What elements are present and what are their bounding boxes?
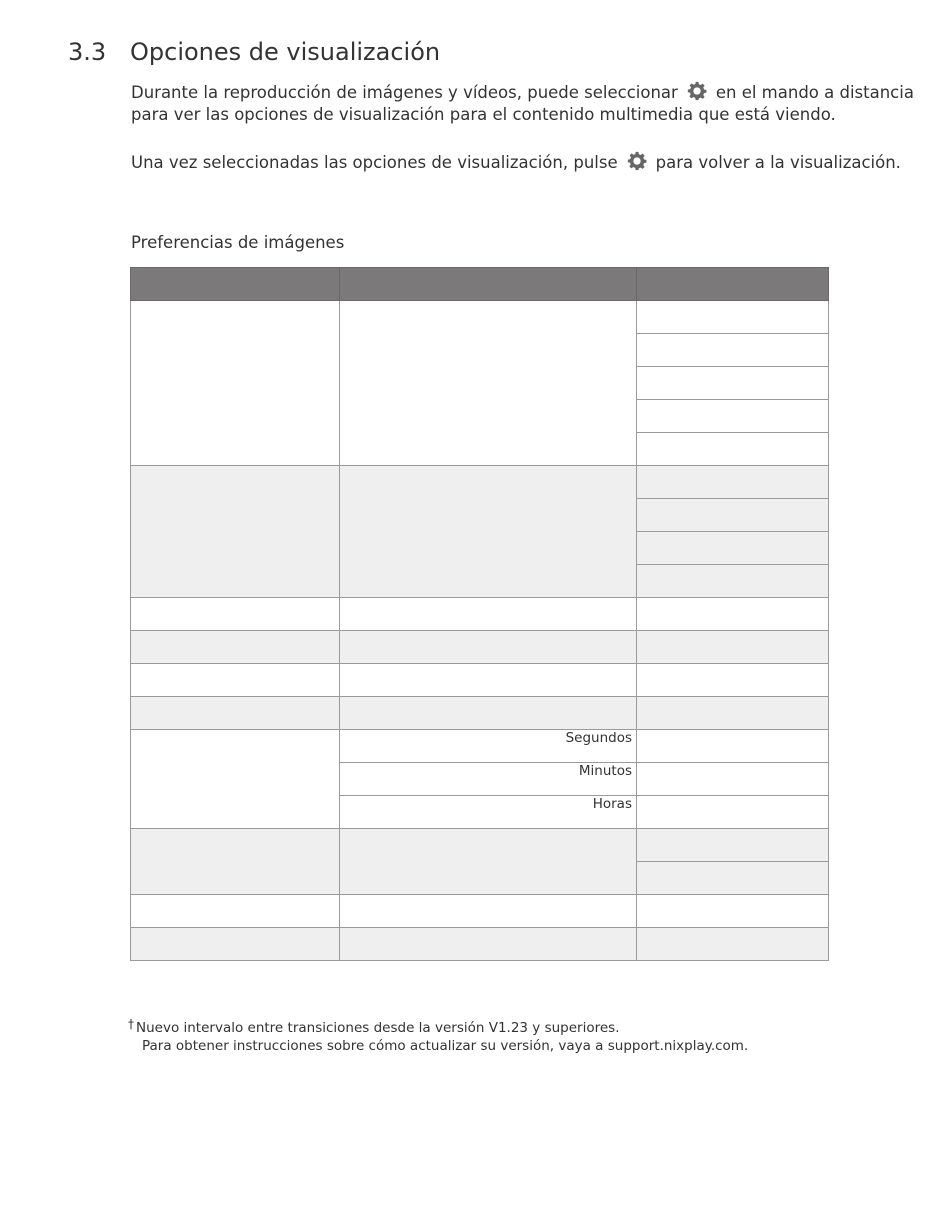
table-row — [131, 466, 829, 499]
intro-text-1a: Durante la reproducción de imágenes y vídeos, puede seleccionar — [131, 83, 678, 102]
header-cell — [131, 268, 340, 301]
table-cell — [637, 532, 829, 565]
table-cell — [131, 664, 340, 697]
table-row — [131, 928, 829, 961]
table-cell — [637, 400, 829, 433]
section-title: Opciones de visualización — [130, 38, 441, 66]
footnote-line-2: Para obtener instrucciones sobre cómo actualizar su versión, vaya a support.nixplay.com. — [142, 1038, 749, 1054]
table-cell — [637, 466, 829, 499]
table-cell — [637, 928, 829, 961]
section-number: 3.3 — [68, 38, 107, 66]
table-cell — [637, 697, 829, 730]
table-header-row — [131, 268, 829, 301]
table-cell — [637, 895, 829, 928]
table-cell — [340, 598, 637, 631]
table-row — [131, 631, 829, 664]
table-cell — [637, 796, 829, 829]
table-cell — [131, 928, 340, 961]
return-text-a: Una vez seleccionadas las opciones de visualización, pulse — [131, 153, 618, 172]
table-row — [131, 664, 829, 697]
table-cell — [637, 730, 829, 763]
table-row — [131, 730, 829, 763]
section-heading — [68, 38, 440, 66]
unit-label-minutes: Minutos — [340, 763, 637, 796]
table-row — [131, 895, 829, 928]
table-cell — [131, 895, 340, 928]
table-cell — [637, 631, 829, 664]
table-cell — [131, 631, 340, 664]
table-cell — [340, 895, 637, 928]
table-cell — [131, 697, 340, 730]
table-cell — [340, 928, 637, 961]
unit-label-hours: Horas — [340, 796, 637, 829]
table-cell — [637, 829, 829, 862]
table-cell — [637, 301, 829, 334]
footnote-mark: † — [128, 1017, 134, 1031]
table-title: Preferencias de imágenes — [131, 233, 345, 252]
table-cell — [340, 664, 637, 697]
table-cell — [637, 565, 829, 598]
footnote-line-1: Nuevo intervalo entre transiciones desde la versión V1.23 y superiores. — [136, 1020, 620, 1036]
table-cell — [637, 433, 829, 466]
intro-paragraph — [131, 80, 914, 126]
table-cell — [637, 334, 829, 367]
table-cell — [340, 829, 637, 895]
return-paragraph — [131, 150, 901, 174]
table-cell — [131, 730, 340, 829]
header-cell — [637, 268, 829, 301]
table-cell — [340, 631, 637, 664]
gear-icon — [626, 150, 648, 172]
table-cell — [131, 301, 340, 466]
table-cell — [340, 466, 637, 598]
table-row — [131, 301, 829, 334]
intro-text-1b: en el mando a distancia — [715, 83, 914, 102]
gear-icon — [686, 80, 708, 102]
table-cell — [637, 367, 829, 400]
header-cell — [340, 268, 637, 301]
table-cell — [637, 598, 829, 631]
table-row — [131, 697, 829, 730]
table-row — [131, 829, 829, 862]
table-row — [131, 598, 829, 631]
image-preferences-table — [130, 267, 829, 961]
intro-text-2: para ver las opciones de visualización para el contenido multimedia que está viendo. — [131, 105, 836, 124]
unit-label-seconds: Segundos — [340, 730, 637, 763]
table-cell — [637, 664, 829, 697]
footnote — [128, 1015, 748, 1055]
table-cell — [131, 829, 340, 895]
return-text-b: para volver a la visualización. — [655, 153, 901, 172]
table-cell — [131, 466, 340, 598]
table-cell — [340, 697, 637, 730]
table-cell — [637, 763, 829, 796]
table-cell — [637, 862, 829, 895]
table-cell — [637, 499, 829, 532]
table-cell — [340, 301, 637, 466]
table-cell — [131, 598, 340, 631]
